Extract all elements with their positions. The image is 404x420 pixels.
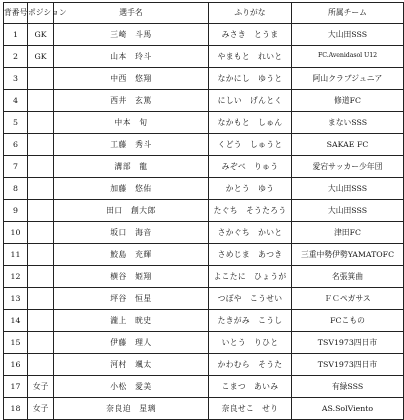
player-position (28, 156, 54, 178)
player-kana: くどう しゅうと (209, 134, 292, 156)
player-position: 女子 (28, 398, 54, 420)
header-position: ポジション (28, 3, 54, 24)
table-row (4, 244, 404, 266)
player-team: 愛宕サッカー少年団 (292, 156, 404, 178)
player-position: 女子 (28, 376, 54, 398)
player-number: 11 (4, 244, 28, 266)
table-row (4, 112, 404, 134)
table-row (4, 200, 404, 222)
player-number: 6 (4, 134, 28, 156)
player-name: 三崎 斗馬 (54, 24, 209, 46)
table-row (4, 288, 404, 310)
player-team: 三重中勢伊勢YAMATOFC (292, 244, 404, 266)
player-team: 有緑SSS (292, 376, 404, 398)
player-team: TSV1973四日市 (292, 332, 404, 354)
table-row (4, 376, 404, 398)
player-kana: たきがみ こうし (209, 310, 292, 332)
player-name: 溝部 龍 (54, 156, 209, 178)
player-number: 8 (4, 178, 28, 200)
player-number: 10 (4, 222, 28, 244)
player-number: 17 (4, 376, 28, 398)
player-team: AS.SolViento (292, 398, 404, 420)
table-row (4, 398, 404, 420)
player-position: GK (28, 24, 54, 46)
table-row (4, 46, 404, 68)
player-name: 伊藤 理人 (54, 332, 209, 354)
player-kana: たぐち そうたろう (209, 200, 292, 222)
player-kana: こまつ あいみ (209, 376, 292, 398)
player-team: TSV1973四日市 (292, 354, 404, 376)
player-team: まないSSS (292, 112, 404, 134)
player-kana: さめじま あつき (209, 244, 292, 266)
player-name: 山本 玲斗 (54, 46, 209, 68)
player-position (28, 90, 54, 112)
header-name: 選手名 (54, 3, 209, 24)
player-name: 中本 旬 (54, 112, 209, 134)
player-position: GK (28, 46, 54, 68)
player-number: 2 (4, 46, 28, 68)
player-position (28, 178, 54, 200)
table-row (4, 90, 404, 112)
table-row (4, 178, 404, 200)
player-kana: かとう ゆう (209, 178, 292, 200)
player-team: 大山田SSS (292, 178, 404, 200)
player-kana: いとう りひと (209, 332, 292, 354)
player-position (28, 244, 54, 266)
player-kana: みさき とうま (209, 24, 292, 46)
table-row (4, 266, 404, 288)
player-team: FCこもの (292, 310, 404, 332)
player-kana: よこたに ひょうが (209, 266, 292, 288)
player-position (28, 266, 54, 288)
table-row (4, 354, 404, 376)
player-kana: つぼや こうせい (209, 288, 292, 310)
header-number: 背番号 (4, 3, 28, 24)
player-position (28, 332, 54, 354)
player-team: 大山田SSS (292, 24, 404, 46)
player-number: 4 (4, 90, 28, 112)
player-kana: かわむら そうた (209, 354, 292, 376)
player-position (28, 134, 54, 156)
player-position (28, 68, 54, 90)
player-name: 坪谷 恒星 (54, 288, 209, 310)
table-row (4, 24, 404, 46)
player-number: 16 (4, 354, 28, 376)
player-kana: やまもと れいと (209, 46, 292, 68)
player-number: 9 (4, 200, 28, 222)
player-team: 大山田SSS (292, 200, 404, 222)
player-kana: みぞべ りゅう (209, 156, 292, 178)
player-number: 18 (4, 398, 28, 420)
player-kana: なかにし ゆうと (209, 68, 292, 90)
player-position (28, 354, 54, 376)
table-row (4, 310, 404, 332)
player-name: 中西 悠翔 (54, 68, 209, 90)
player-number: 14 (4, 310, 28, 332)
player-team: ＦＣペガサス (292, 288, 404, 310)
player-name: 瀧上 晄史 (54, 310, 209, 332)
player-number: 1 (4, 24, 28, 46)
player-team: FC.Avenidasol U12 (292, 46, 404, 68)
player-name: 奈良迫 星璃 (54, 398, 209, 420)
player-number: 12 (4, 266, 28, 288)
player-kana: 奈良せこ せり (209, 398, 292, 420)
player-position (28, 222, 54, 244)
player-number: 15 (4, 332, 28, 354)
table-row (4, 332, 404, 354)
player-team: 名張箕曲 (292, 266, 404, 288)
player-number: 13 (4, 288, 28, 310)
player-name: 坂口 海音 (54, 222, 209, 244)
player-team: 修道FC (292, 90, 404, 112)
table-row (4, 68, 404, 90)
table-row (4, 134, 404, 156)
roster-body (4, 24, 404, 420)
player-position (28, 200, 54, 222)
player-number: 7 (4, 156, 28, 178)
player-name: 加藤 悠佑 (54, 178, 209, 200)
player-number: 5 (4, 112, 28, 134)
player-position (28, 288, 54, 310)
roster-table (3, 2, 404, 420)
header-kana: ふりがな (209, 3, 292, 24)
player-team: SAKAE FC (292, 134, 404, 156)
player-position (28, 112, 54, 134)
player-name: 鮫島 充輝 (54, 244, 209, 266)
player-position (28, 310, 54, 332)
player-name: 田口 創大郎 (54, 200, 209, 222)
player-name: 小松 愛美 (54, 376, 209, 398)
header-row (4, 3, 404, 24)
player-name: 河村 颯太 (54, 354, 209, 376)
table-row (4, 222, 404, 244)
player-kana: にしい げんとく (209, 90, 292, 112)
player-name: 横谷 姫翔 (54, 266, 209, 288)
player-kana: さかぐち かいと (209, 222, 292, 244)
player-team: 阿山クラブジュニア (292, 68, 404, 90)
table-row (4, 156, 404, 178)
player-team: 津田FC (292, 222, 404, 244)
player-name: 工藤 秀斗 (54, 134, 209, 156)
header-team: 所属チーム (292, 3, 404, 24)
player-number: 3 (4, 68, 28, 90)
player-kana: なかもと しゅん (209, 112, 292, 134)
player-name: 西井 玄篤 (54, 90, 209, 112)
